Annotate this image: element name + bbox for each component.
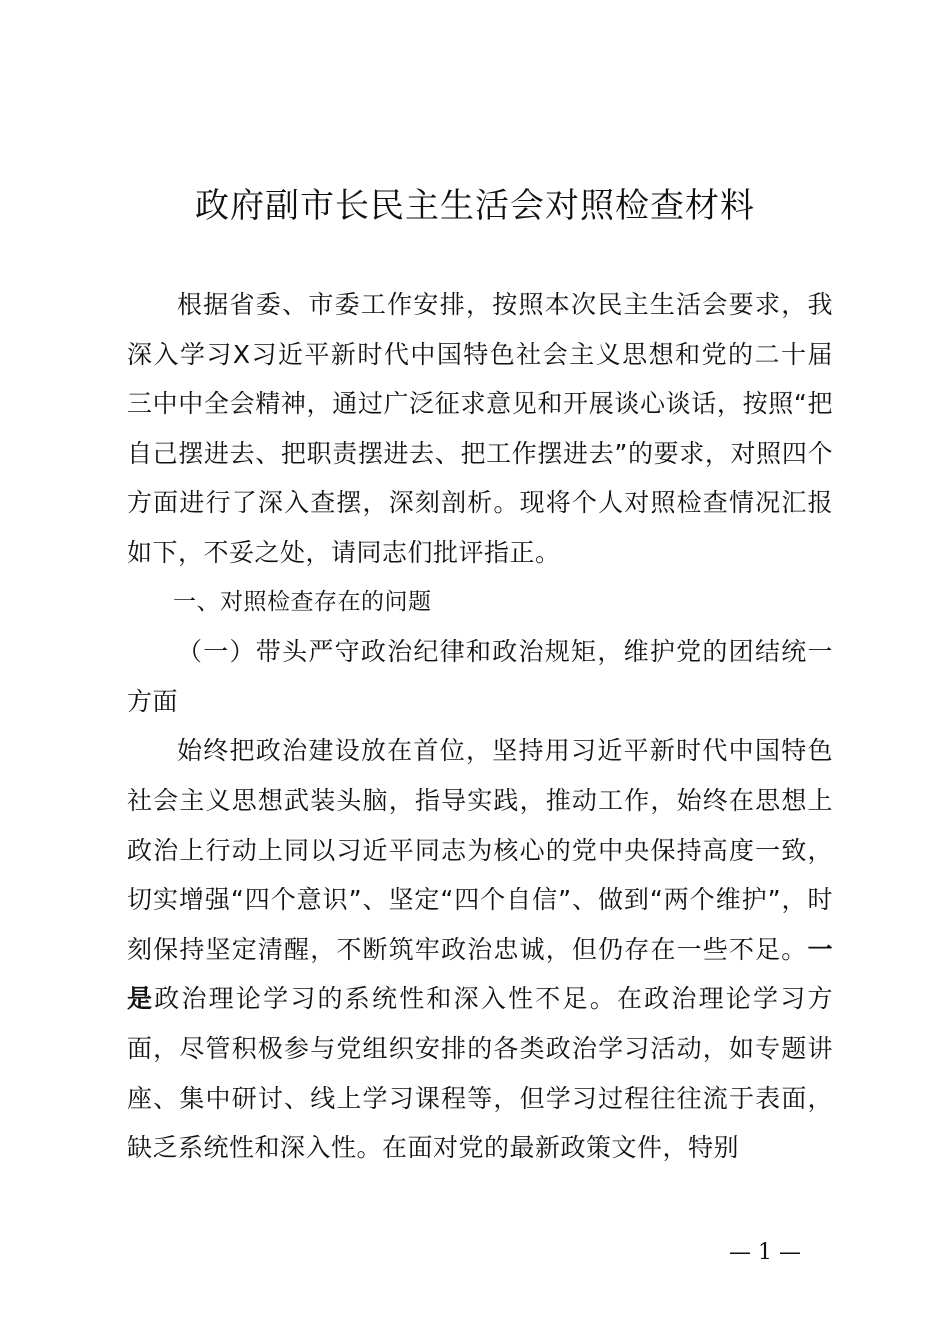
body-paragraph-part1: 始终把政治建设放在首位，坚持用习近平新时代中国特色社会主义思想武装头脑，指导实践，推动工作，始终在思想上政治上行动上同以习近平同志为核心的党中央保持高度一致，切实增强“四个意识”、坚定“四个自信”、做到“两个维护”，时刻保持坚定清醒，不断筑牢政治忠诚，但仍存在一些不足。 xyxy=(127,736,833,964)
body-paragraph xyxy=(127,726,833,1172)
body-paragraph-bold-marker: 一是 xyxy=(127,934,833,1014)
document-body xyxy=(127,280,833,1173)
page-number: — 1 — xyxy=(729,1240,801,1265)
intro-paragraph: 根据省委、市委工作安排，按照本次民主生活会要求，我深入学习X习近平新时代中国特色社会主义思想和党的二十届三中中全会精神，通过广泛征求意见和开展谈心谈话，按照“把自己摆进去、把职责摆进去、把工作摆进去”的要求，对照四个方面进行了深入查摆，深刻剖析。现将个人对照检查情况汇报如下，不妥之处，请同志们批评指正。 xyxy=(127,290,833,567)
section-heading: 一、对照检查存在的问题 xyxy=(173,588,432,615)
document-title: 政府副市长民主生活会对照检查材料 xyxy=(195,186,755,226)
body-paragraph-part2: 政治理论学习的系统性和深入性不足。在政治理论学习方面，尽管积极参与党组织安排的各类政治学习活动，如专题讲座、集中研讨、线上学习课程等，但学习过程往往流于表面，缺乏系统性和深入性。在面对党的最新政策文件，特别 xyxy=(127,984,833,1163)
subsection-heading: （一）带头严守政治纪律和政治规矩，维护党的团结统一方面 xyxy=(127,637,833,716)
